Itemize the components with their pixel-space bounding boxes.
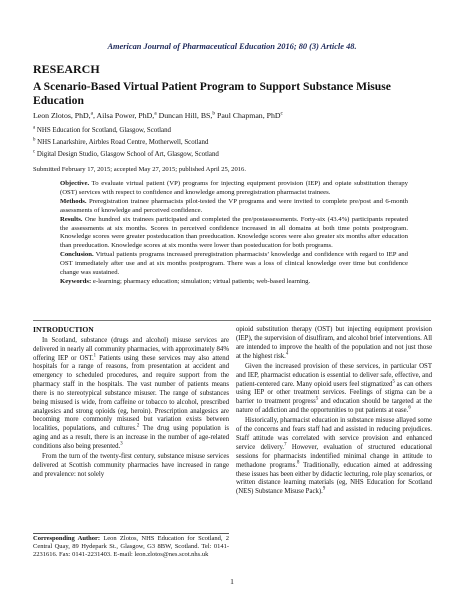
citation-ref: 4 (285, 351, 289, 357)
author-list (33, 111, 283, 120)
abstract-label: Keywords: (60, 277, 92, 285)
author-affil-mark: a (90, 110, 94, 117)
citation-ref: 3 (120, 441, 123, 447)
abstract-keywords (60, 278, 408, 287)
author-name: Duncan Hill, BS, (156, 111, 213, 120)
abstract-text: One hundred six trainees participated and completed the pre/postassessments. Forty-six (43.4%) participants repeated the assessments at six months. Scores in perceived confidence increased in all domains at both time points postprogram. Knowledge scores were greater posteducation than preeducation. Knowledge scores were also greater six months after education than preeducation. Knowledge scores at six months were lower than posteducation for both programs. (60, 215, 408, 250)
author-name: , Ailsa Power, PhD, (93, 111, 155, 120)
body-text: Historically, pharmacist education in substance misuse allayed some of the concerns and fears staff had and assisted in reducing prejudices. Staff attitude was correlated with service provision and enhanced service delivery. (236, 417, 432, 451)
body-paragraph (33, 337, 229, 452)
footnote-divider (33, 533, 229, 534)
abstract-text: Preregistration trainee pharmacists pilot-tested the VP programs and were invited to complete pre/post and 6-month assessments of knowledge and perceived confidence. (60, 197, 408, 214)
body-paragraph (236, 363, 432, 416)
citation-ref: 8 (297, 460, 300, 466)
correspondence-text: Leon Zlotos, NHS Education for Scotland, 2 Central Quay, 89 Hydepark St., Glasgow, G3 8BW, Scotland. Tel: 0141-2231616. Fax: 0141-2231403. E-mail: leon.zlotos@nes.scot.nhs.uk (33, 535, 229, 559)
body-text: Given the increased provision of these services, in particular OST and IEP, pharmacist education is essential to deliver safe, effective, and patient-centered care. Many opioid users feel stigmatized (236, 362, 432, 388)
page-number: 1 (230, 577, 234, 586)
abstract-label: Objective. (60, 180, 90, 187)
submission-dates: Submitted February 17, 2015; accepted May 27, 2015; published April 25, 2016. (33, 166, 246, 173)
section-label: RESEARCH (33, 62, 100, 76)
affiliation-text: NHS Lanarkshire, Airbles Road Centre, Motherwell, Scotland (37, 139, 209, 146)
body-text: and education should be targeted at the nature of addiction and the opportunities to put patients at ease. (236, 398, 432, 415)
correspondence-label: Corresponding Author: (33, 535, 101, 542)
author-name: Leon Zlotos, PhD, (33, 111, 91, 120)
author-affil-mark: c (280, 110, 283, 117)
author-affil-mark: b (212, 110, 216, 117)
body-text: However, evaluation of structured educational sessions for pharmacists indentified minimal change in attitude to methadone programs. (236, 443, 432, 469)
affiliation-b (33, 139, 208, 146)
affiliation-a (33, 127, 171, 134)
affiliation-mark: c (33, 149, 36, 155)
affiliation-text: NHS Education for Scotland, Glasgow, Scotland (36, 127, 171, 134)
citation-ref: 5 (392, 379, 395, 385)
body-text: In Scotland, substance (drugs and alcohol) misuse services are delivered in nearly all community pharmacies, with approximately 84% offering IEP or OST. (33, 336, 229, 362)
abstract-label: Results. (60, 215, 83, 223)
citation-ref: 1 (93, 353, 97, 359)
body-text: opioid substitution therapy (OST) but injecting equipment provision (IEP), the supervision of disulfiram, and alcohol brief interventions. All are intended to improve the health of the population and not just those at the highest risk. (236, 326, 432, 360)
citation-ref: 5 (315, 396, 319, 402)
citation-ref: 7 (284, 442, 287, 448)
corresponding-author (33, 535, 229, 560)
section-divider (33, 320, 431, 321)
intro-heading: INTRODUCTION (33, 325, 94, 334)
author-name: Paul Chapman, PhD (215, 111, 281, 120)
abstract-conclusion (60, 251, 408, 278)
abstract-objective (60, 180, 408, 198)
body-text: From the turn of the twenty-first century, substance misuse services delivered at Scottish community pharmacies have increased in range and prevalence: not solely (33, 453, 229, 478)
affiliation-text: Digital Design Studio, Glasgow School of Art, Glasgow, Scotland (36, 151, 219, 158)
affiliation-mark: b (33, 137, 36, 143)
body-paragraph (236, 326, 432, 361)
body-text: Traditionally, education aimed at addressing these issues has been either by didactic lecturing, role play scenarios, or written distance learning materials (eg, NHS Education for Scotland (NES) Substance Misuse Pack). (236, 461, 432, 496)
citation-ref: 9 (322, 486, 326, 492)
abstract-methods (60, 198, 408, 216)
body-text: Patients using these services may also attend hospitals for a range of reasons, from presentation at accident and emergency to scheduled procedures, and require support from the pharmacy staff in the hospitals. The vast number of patients means there is no stereotypical substance misuser. The range of substances being misused is wide, from caffeine or tobacco to alcohol, prescribed analgesics and strong opioids (eg, heroin). Prescription analgesics are becoming more commonly misused but variation exists between localities, populations, and cultures. (33, 354, 229, 433)
citation-ref: 6 (408, 405, 411, 411)
abstract-label: Methods. (60, 197, 87, 205)
article-title: A Scenario-Based Virtual Patient Program to Support Substance Misuse Education (33, 80, 391, 107)
body-column-right (236, 326, 432, 497)
body-paragraph (33, 453, 229, 480)
affiliation-c (33, 151, 219, 158)
abstract-text: Virtual patients programs increased preregistration pharmacists’ knowledge and confidence with regard to IEP and OST immediately after use and at six months postprogram. There was a loss of clinical knowledge over time but confidence change was sustained. (60, 251, 408, 277)
abstract-text: To evaluate virtual patient (VP) programs for injecting equipment provision (IEP) and opiate substitution therapy (OST) services with respect to confidence and knowledge among preregistration pharmacist trainees. (60, 180, 408, 196)
author-affil-mark: a (154, 110, 157, 117)
abstract-label: Conclusion. (60, 251, 94, 259)
abstract-results (60, 216, 408, 252)
body-column-left (33, 326, 229, 480)
abstract (60, 180, 408, 287)
body-text: The drug using population is aging and as a result, there is an increase in the number of age-related conditions also being presented. (33, 425, 230, 450)
abstract-text: e-learning; pharmacy education; simulation; virtual patients; web-based learning. (91, 277, 311, 285)
affiliation-mark: a (33, 125, 36, 131)
body-text: as can others using IEP or other treatment services. Feelings of stigma can be a barrier to treatment progress (236, 380, 432, 406)
citation-ref: 2 (136, 424, 140, 430)
journal-header: American Journal of Pharmaceutical Education 2016; 80 (3) Article 48. (107, 42, 357, 51)
body-paragraph (236, 417, 432, 497)
